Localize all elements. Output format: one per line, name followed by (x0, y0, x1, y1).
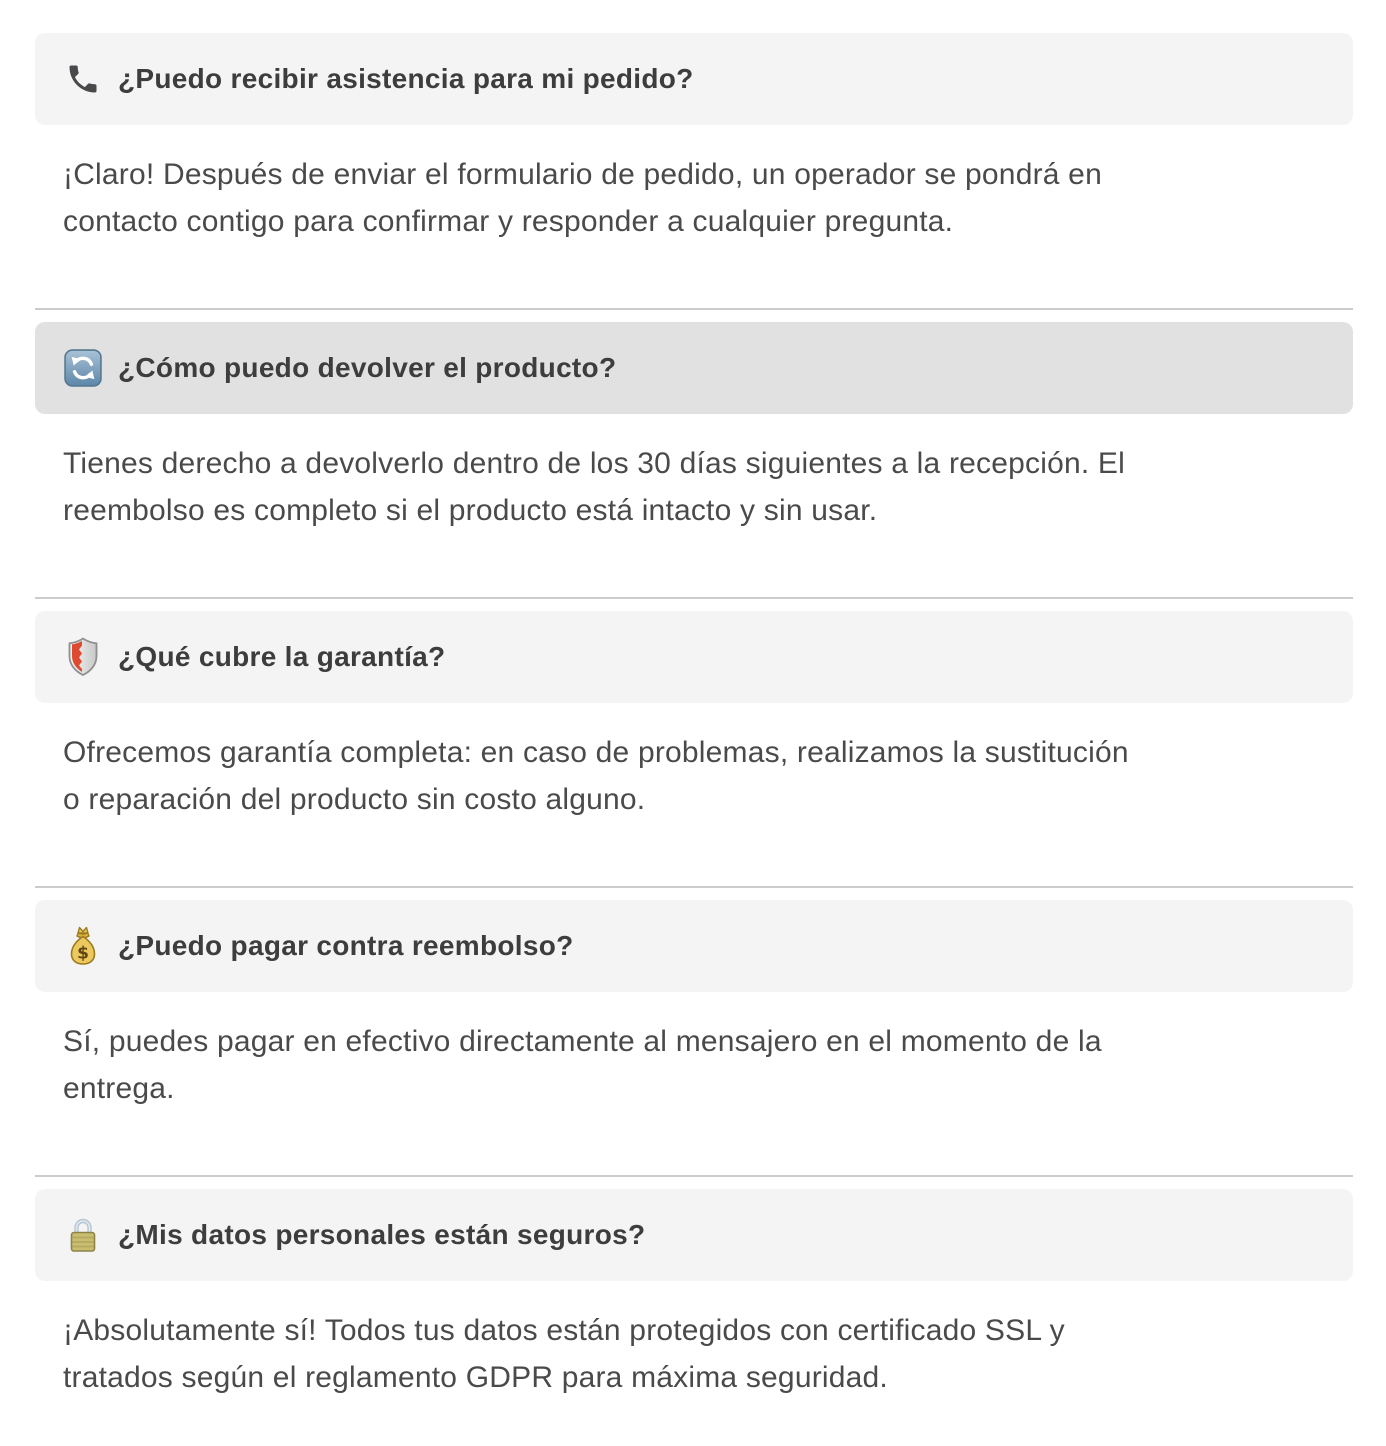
faq-answer (35, 414, 1353, 534)
divider (35, 308, 1353, 310)
divider (35, 1175, 1353, 1177)
phone-receiver-icon (63, 59, 103, 99)
phone-receiver-icon (65, 61, 101, 97)
faq-question-header[interactable] (35, 33, 1353, 125)
answer-line: tratados según el reglamento GDPR para máxima seguridad. (63, 1361, 888, 1394)
svg-text:$: $ (77, 943, 89, 964)
faq-answer (35, 703, 1353, 823)
faq-question-text: ¿Cómo puedo devolver el producto? (118, 352, 617, 383)
faq-answer (35, 992, 1353, 1112)
answer-line: Sí, puedes pagar en efectivo directamente al mensajero en el momento de la (63, 1025, 1102, 1058)
lock-icon (63, 1215, 103, 1255)
lock-icon (65, 1215, 101, 1255)
counterclockwise-arrows-icon (63, 348, 103, 388)
faq-question-header[interactable] (35, 900, 1353, 992)
answer-line: Ofrecemos garantía completa: en caso de problemas, realizamos la sustitución (63, 736, 1129, 769)
faq-item (35, 322, 1353, 599)
money-bag-icon (65, 926, 101, 966)
faq-question-header[interactable] (35, 322, 1353, 414)
faq-item (35, 611, 1353, 888)
faq-question-text: ¿Puedo recibir asistencia para mi pedido? (118, 63, 694, 94)
answer-line: ¡Absolutamente sí! Todos tus datos están protegidos con certificado SSL y (63, 1314, 1065, 1347)
faq-question-text: ¿Puedo pagar contra reembolso? (118, 930, 574, 961)
divider (35, 597, 1353, 599)
answer-line: contacto contigo para confirmar y responder a cualquier pregunta. (63, 205, 954, 238)
faq-question-header[interactable] (35, 1189, 1353, 1281)
faq-item (35, 1189, 1353, 1401)
shield-icon (63, 637, 103, 677)
faq-answer (35, 1281, 1353, 1401)
faq-item (35, 900, 1353, 1177)
divider (35, 886, 1353, 888)
faq-item (35, 33, 1353, 310)
answer-line: ¡Claro! Después de enviar el formulario de pedido, un operador se pondrá en (63, 158, 1102, 191)
faq-question-header[interactable] (35, 611, 1353, 703)
faq-question-text: ¿Qué cubre la garantía? (118, 641, 446, 672)
faq-answer (35, 125, 1353, 245)
money-bag-icon (63, 926, 103, 966)
counterclockwise-arrows-icon (64, 349, 102, 387)
faq-question-text: ¿Mis datos personales están seguros? (118, 1219, 646, 1250)
answer-line: Tienes derecho a devolverlo dentro de los 30 días siguientes a la recepción. El (63, 447, 1125, 480)
answer-line: o reparación del producto sin costo alguno. (63, 783, 646, 816)
answer-line: entrega. (63, 1072, 175, 1105)
shield-icon (66, 637, 100, 677)
answer-line: reembolso es completo si el producto está intacto y sin usar. (63, 494, 878, 527)
